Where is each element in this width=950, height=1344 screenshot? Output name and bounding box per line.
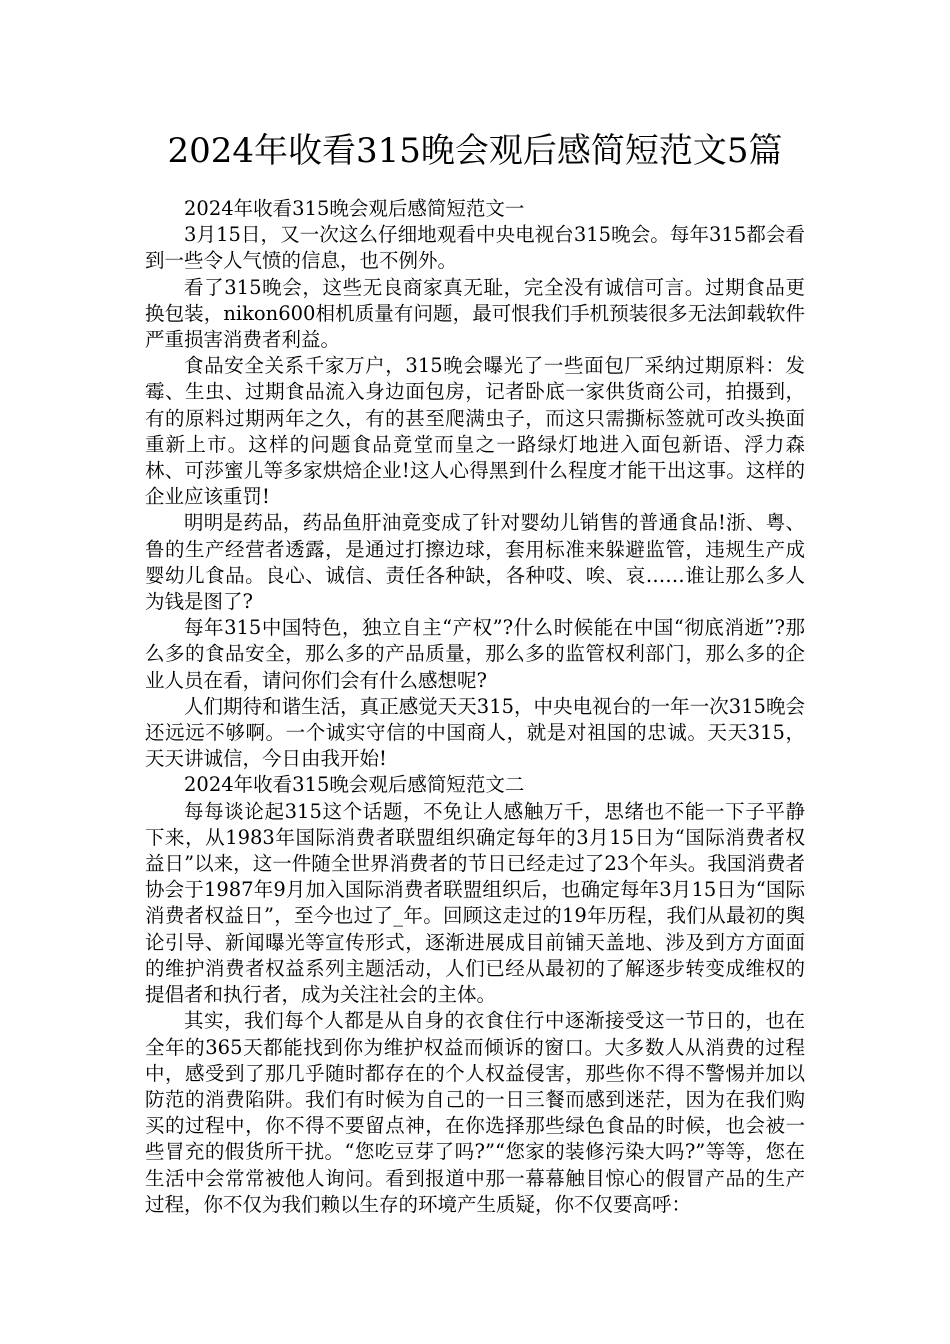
paragraph: 每年315中国特色，独立自主“产权”?什么时候能在中国“彻底消逝”?那么多的食品安全，那么多的产品质量，那么多的监管权利部门，那么多的企业人员在看，请问你们会有什么感想呢? — [145, 616, 805, 692]
section-heading: 2024年收看315晚会观后感简短范文一 — [184, 197, 525, 220]
document-body — [145, 196, 805, 1218]
paragraph: 明明是药品，药品鱼肝油竟变成了针对婴幼儿销售的普通食品!浙、粤、鲁的生产经营者透露，是通过打擦边球，套用标准来躲避监管，违规生产成婴幼儿食品。良心、诚信、责任各种缺，各种哎、唉、哀……谁让那么多人为钱是图了? — [145, 511, 805, 614]
section-heading: 2024年收看315晚会观后感简短范文二 — [184, 773, 525, 797]
paragraph: 其实，我们每个人都是从自身的衣食住行中逐渐接受这一节日的，也在全年的365天都能找到你为维护权益而倾诉的窗口。大多数人从消费的过程中，感受到了那几乎随时都存在的个人权益侵害，那些你不得不警惕并加以防范的消费陷阱。我们有时候为自己的一日三餐而感到迷茫，因为在我们购买的过程中，你不得不要留点神，在你选择那些绿色食品的时候，也会被一些冒充的假货所干扰。“您吃豆芽了吗?”“您家的装修污染大吗?”等等，您在生活中会常常被他人询问。看到报道中那一幕幕触目惊心的假冒产品的生产过程，你不仅为我们赖以生存的环境产生质疑，你不仅要高呼： — [145, 1009, 805, 1216]
document-title: 2024年收看315晚会观后感简短范文5篇 — [167, 131, 783, 171]
paragraph: 看了315晚会，这些无良商家真无耻，完全没有诚信可言。过期食品更换包装，nikon600相机质量有问题，最可恨我们手机预装很多无法卸载软件严重损害消费者利益。 — [145, 275, 805, 352]
paragraph: 3月15日，又一次这么仔细地观看中央电视台315晚会。每年315都会看到一些令人气愤的信息，也不例外。 — [145, 223, 805, 273]
paragraph: 每每谈论起315这个话题，不免让人感触万千，思绪也不能一下子平静下来，从1983年国际消费者联盟组织确定每年的3月15日为“国际消费者权益日”以来，这一件随全世界消费者的节日已经走过了23个年头。我国消费者协会于1987年9月加入国际消费者联盟组织后，也确定每年3月15日为“国际消费者权益日”，至今也过了_年。回顾这走过的19年历程，我们从最初的舆论引导、新闻曝光等宣传形式，逐渐进展成目前铺天盖地、涉及到方方面面的维护消费者权益系列主题活动，人们已经从最初的了解逐步转变成维权的提倡者和执行者，成为关注社会的主体。 — [145, 799, 805, 1007]
paragraph: 食品安全关系千家万户，315晚会曝光了一些面包厂采纳过期原料：发霉、生虫、过期食品流入身边面包房，记者卧底一家供货商公司，拍摄到，有的原料过期两年之久，有的甚至爬满虫子，而这只需撕标签就可改头换面重新上市。这样的问题食品竟堂而皇之一路绿灯地进入面包新语、浮力森林、可莎蜜儿等多家烘焙企业!这人心得黑到什么程度才能干出这事。这样的企业应该重罚! — [145, 354, 805, 509]
paragraph: 人们期待和谐生活，真正感觉天天315，中央电视台的一年一次315晚会还远远不够啊。一个诚实守信的中国商人，就是对祖国的忠诚。天天315，天天讲诚信，今日由我开始! — [145, 694, 805, 771]
